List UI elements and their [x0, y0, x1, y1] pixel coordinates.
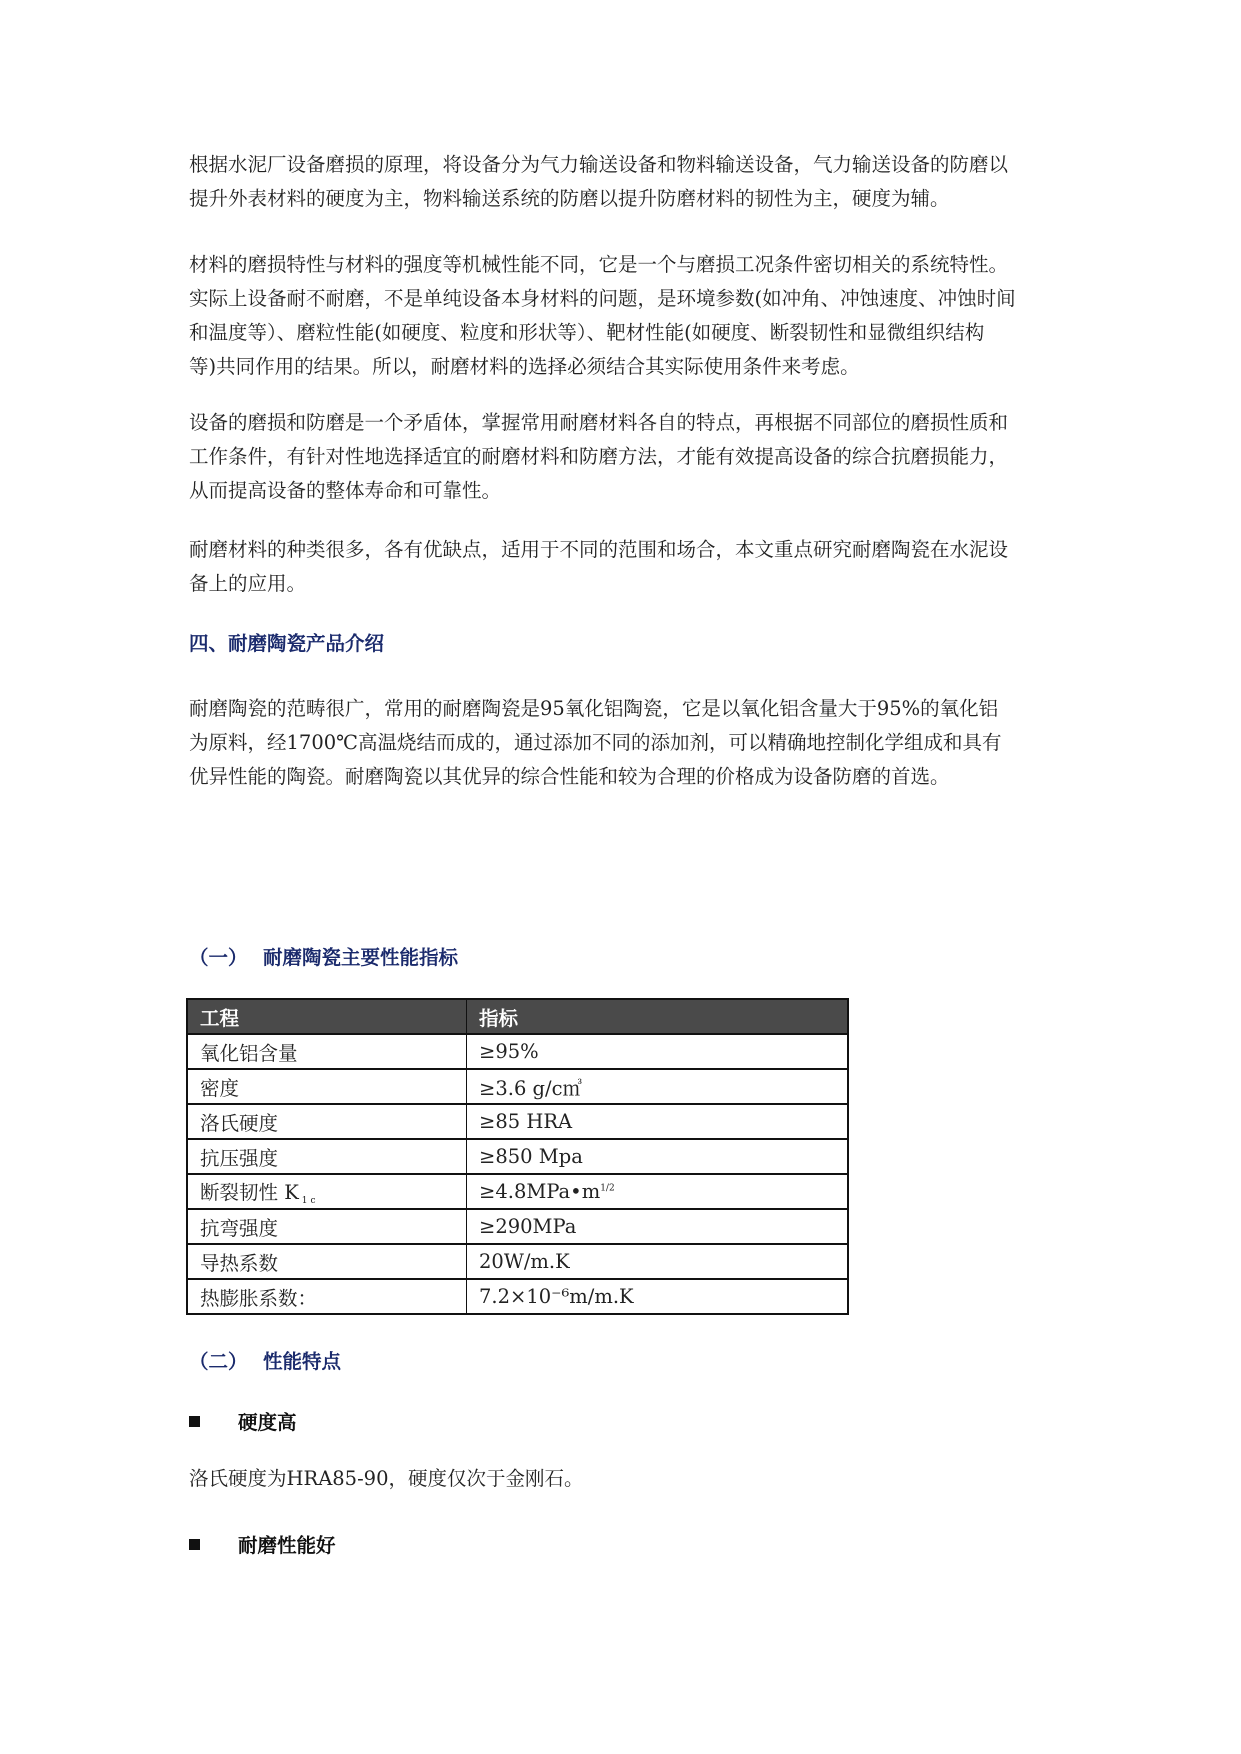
bullet-text: 耐磨性能好 [238, 1534, 336, 1557]
text-line: 设备的磨损和防磨是一个矛盾体，掌握常用耐磨材料各自的特点，再根据不同部位的磨损性质和 [189, 411, 1009, 434]
table-cell: ≥95% [467, 1034, 849, 1069]
text-line: 提升外表材料的硬度为主，物料输送系统的防磨以提升防磨材料的韧性为主，硬度为辅。 [189, 187, 950, 210]
table-cell: 20W/m.K [467, 1244, 849, 1279]
table-cell: 导热系数 [187, 1244, 467, 1279]
table-cell: 密度 [187, 1069, 467, 1104]
table-cell [187, 1174, 467, 1209]
table-row [187, 1104, 848, 1139]
paragraph-6 [189, 1462, 1069, 1496]
paragraph-2 [189, 248, 1069, 384]
bullet-text: 硬度高 [238, 1411, 297, 1434]
subheading-2 [189, 1348, 341, 1376]
square-bullet-icon [189, 1539, 200, 1550]
text-line: 从而提高设备的整体寿命和可靠性。 [189, 479, 502, 502]
table-cell: ≥290MPa [467, 1209, 849, 1244]
paragraph-3 [189, 406, 1069, 508]
text-line: 根据水泥厂设备磨损的原理，将设备分为气力输送设备和物料输送设备，气力输送设备的防磨以 [189, 153, 1009, 176]
table-cell: 洛氏硬度 [187, 1104, 467, 1139]
text-line: 备上的应用。 [189, 572, 307, 595]
table-cell [467, 1174, 849, 1209]
text-line: 耐磨材料的种类很多，各有优缺点，适用于不同的范围和场合，本文重点研究耐磨陶瓷在水泥设 [189, 538, 1009, 561]
table-cell: ≥85 HRA [467, 1104, 849, 1139]
table-cell: ≥850 Mpa [467, 1139, 849, 1174]
bullet-item [189, 1532, 336, 1560]
table-header-row [187, 999, 848, 1034]
text-line: 等)共同作用的结果。所以，耐磨材料的选择必须结合其实际使用条件来考虑。 [189, 355, 860, 378]
subheading-number: （二） [189, 1350, 248, 1373]
section-heading-4: 四、耐磨陶瓷产品介绍 [189, 632, 385, 655]
paragraph-5 [189, 692, 1069, 794]
table-row [187, 1034, 848, 1069]
cell-text: 断裂韧性 K [200, 1181, 299, 1204]
column-header: 工程 [187, 999, 467, 1034]
text-line: 材料的磨损特性与材料的强度等机械性能不同，它是一个与磨损工况条件密切相关的系统特性。 [189, 253, 1009, 276]
text-line: 实际上设备耐不耐磨，不是单纯设备本身材料的问题，是环境参数(如冲角、冲蚀速度、冲蚀时间 [189, 287, 1016, 310]
table-row [187, 1209, 848, 1244]
square-bullet-icon [189, 1416, 200, 1427]
table-row [187, 1244, 848, 1279]
table-cell: 热膨胀系数： [187, 1279, 467, 1314]
bullet-item [189, 1409, 297, 1437]
text-line: 优异性能的陶瓷。耐磨陶瓷以其优异的综合性能和较为合理的价格成为设备防磨的首选。 [189, 765, 950, 788]
table-row [187, 1279, 848, 1314]
cell-text: ≥4.8MPa•m [479, 1180, 601, 1203]
subheading-number: （一） [189, 946, 248, 969]
table-cell: 7.2×10⁻⁶m/m.K [467, 1279, 849, 1314]
table-row [187, 1139, 848, 1174]
text-line: 耐磨陶瓷的范畴很广，常用的耐磨陶瓷是95氧化铝陶瓷，它是以氧化铝含量大于95%的氧化铝 [189, 697, 999, 720]
paragraph-1 [189, 148, 1069, 216]
spec-table [186, 998, 849, 1315]
table-cell: 氧化铝含量 [187, 1034, 467, 1069]
subheading-1 [189, 944, 458, 972]
subheading-text: 性能特点 [263, 1350, 342, 1373]
text-line: 为原料，经1700℃高温烧结而成的，通过添加不同的添加剂，可以精确地控制化学组成和具有 [189, 731, 1002, 754]
superscript: 1/2 [600, 1183, 615, 1194]
text-line: 工作条件，有针对性地选择适宜的耐磨材料和防磨方法，才能有效提高设备的综合抗磨损能力， [189, 445, 1009, 468]
table-row [187, 1069, 848, 1104]
table-cell: 抗压强度 [187, 1139, 467, 1174]
text-line: 洛氏硬度为HRA85-90，硬度仅次于金刚石。 [189, 1467, 584, 1490]
subscript: 1c [301, 1196, 319, 1206]
subheading-text: 耐磨陶瓷主要性能指标 [263, 946, 459, 969]
table-cell: 抗弯强度 [187, 1209, 467, 1244]
table-cell: ≥3.6 g/c㎥ [467, 1069, 849, 1104]
column-header: 指标 [467, 999, 849, 1034]
text-line: 和温度等）、磨粒性能(如硬度、粒度和形状等）、靶材性能(如硬度、断裂韧性和显微组织结构 [189, 321, 985, 344]
table-row [187, 1174, 848, 1209]
paragraph-4 [189, 533, 1069, 601]
